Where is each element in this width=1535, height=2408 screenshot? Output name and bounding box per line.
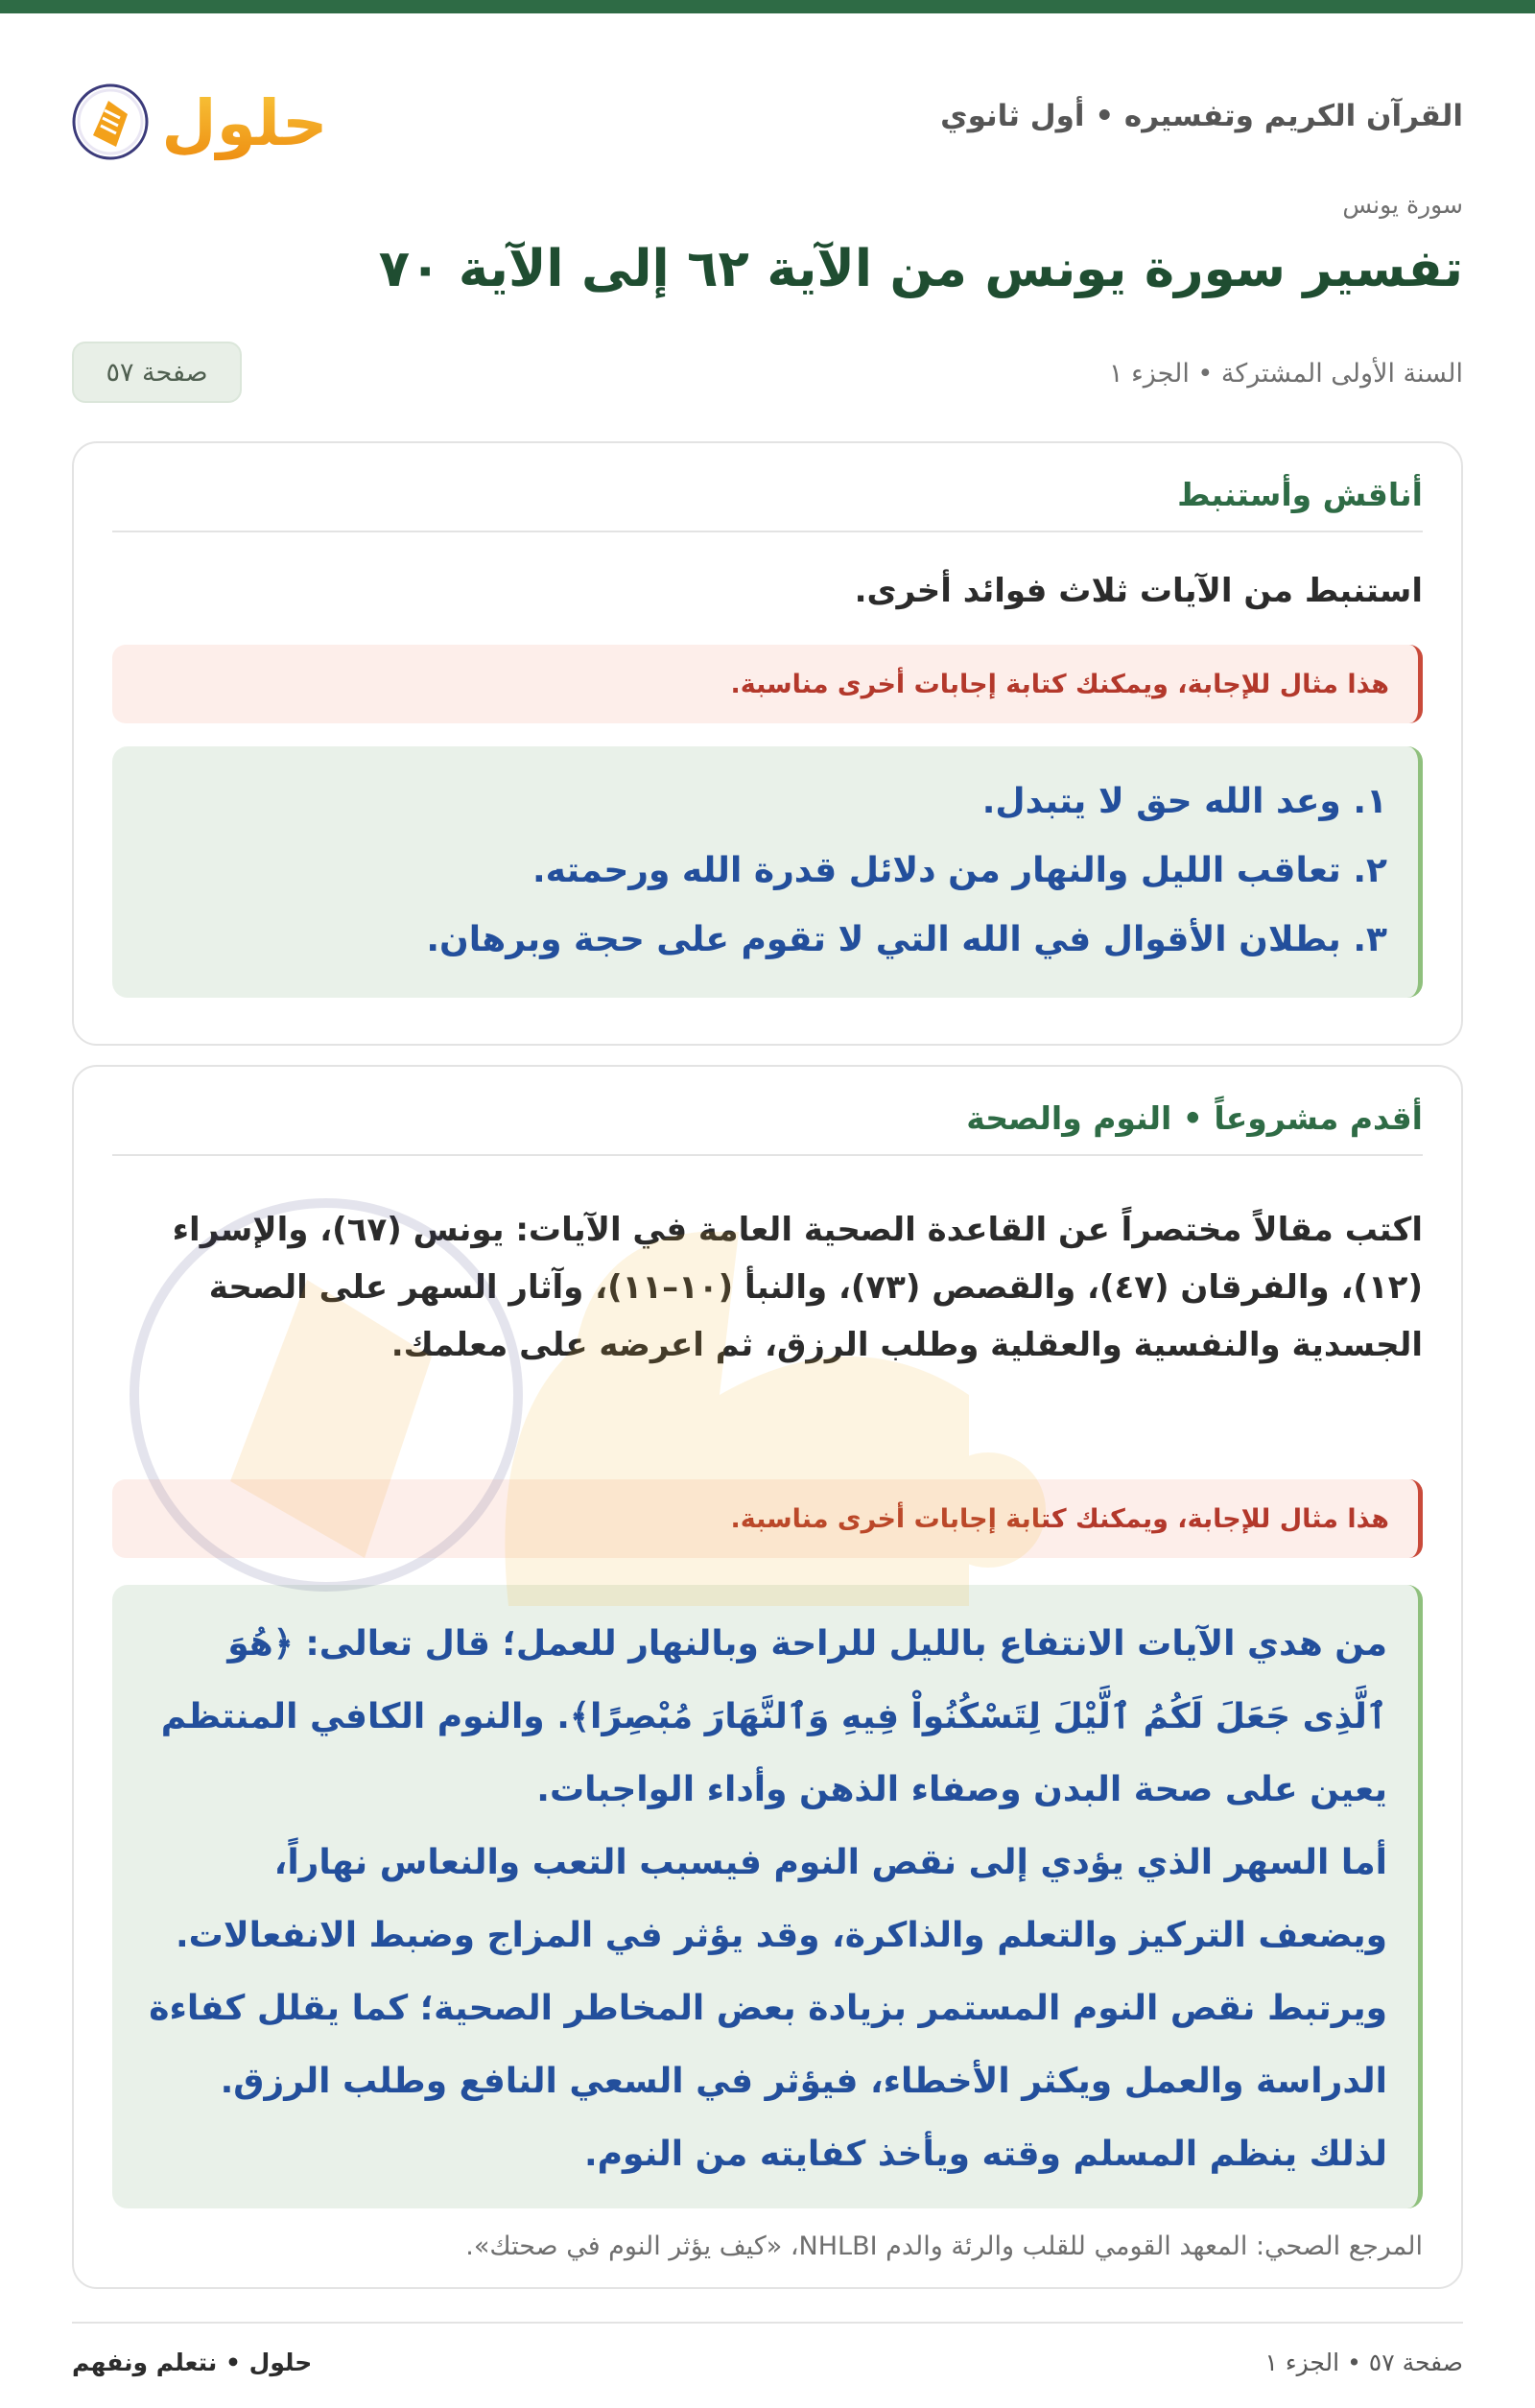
example-answer-note: هذا مثال للإجابة، ويمكنك كتابة إجابات أخرى مناسبة. xyxy=(112,1479,1423,1558)
footer-brand-tagline: حلول • نتعلم ونفهم xyxy=(72,2349,313,2376)
page-title: تفسير سورة يونس من الآية ٦٢ إلى الآية ٧٠ xyxy=(378,240,1463,298)
discuss-card xyxy=(72,441,1463,1046)
discuss-question: استنبط من الآيات ثلاث فوائد أخرى. xyxy=(854,572,1423,610)
footer-page-info: صفحة ٥٧ • الجزء ١ xyxy=(1264,2349,1463,2376)
answer-item: ٣. بطلان الأقوال في الله التي لا تقوم على حجة وبرهان. xyxy=(426,920,1387,959)
discuss-answer-box xyxy=(112,746,1423,998)
section-label: سورة يونس xyxy=(1342,191,1463,219)
logo-text: حلول xyxy=(161,86,328,160)
project-card-heading: أقدم مشروعاً • النوم والصحة xyxy=(112,1099,1423,1156)
reference-citation: المرجع الصحي: المعهد القومي للقلب والرئة والدم NHLBI، «كيف يؤثر النوم في صحتك». xyxy=(465,2231,1423,2261)
answer-item: ١. وعد الله حق لا يتبدل. xyxy=(981,782,1387,821)
project-question: اكتب مقالاً مختصراً عن القاعدة الصحية العامة في الآيات: يونس (٦٧)، والإسراء (١٢)، والفرقان (٤٧)، والقصص (٧٣)، والنبأ (١٠–١١)، وآثار السهر على الصحة الجسدية والنفسية والعقلية وطلب الرزق، ثم اعرضه على معلمك. xyxy=(172,1211,1423,1364)
answer-list xyxy=(143,767,1387,975)
page xyxy=(72,13,1463,2408)
page-number-badge: صفحة ٥٧ xyxy=(72,342,242,403)
meta-line: السنة الأولى المشتركة • الجزء ١ xyxy=(1108,359,1463,389)
course-title: القرآن الكريم وتفسيره • أول ثانوي xyxy=(940,99,1463,133)
top-accent-strip xyxy=(0,0,1535,13)
answer-item: ٢. تعاقب الليل والنهار من دلائل قدرة الله ورحمته. xyxy=(531,851,1387,890)
page-header xyxy=(72,66,1463,172)
logo-graphic xyxy=(72,66,341,172)
answer-paragraph: من هدي الآيات الانتفاع بالليل للراحة وبالنهار للعمل؛ قال تعالى: ﴿هُوَ ٱلَّذِى جَعَلَ لَكُمُ ٱلَّيْلَ لِتَسْكُنُواْ فِيهِ وَٱلنَّهَارَ مُبْصِرًا﴾. والنوم الكافي المنتظم يعين على صحة البدن وصفاء الذهن وأداء الواجبات. xyxy=(160,1624,1387,1809)
project-answer-box xyxy=(112,1585,1423,2208)
example-answer-note: هذا مثال للإجابة، ويمكنك كتابة إجابات أخرى مناسبة. xyxy=(112,645,1423,723)
answer-paragraph: أما السهر الذي يؤدي إلى نقص النوم فيسبب التعب والنعاس نهاراً، ويضعف التركيز والتعلم والذاكرة، وقد يؤثر في المزاج وضبط الانفعالات. ويرتبط نقص النوم المستمر بزيادة بعض المخاطر الصحية؛ كما يقلل كفاءة الدراسة والعمل ويكثر الأخطاء، فيؤثر في السعي النافع وطلب الرزق. لذلك ينظم المسلم وقته ويأخذ كفايته من النوم. xyxy=(149,1843,1387,2174)
project-card xyxy=(72,1065,1463,2289)
footer-divider xyxy=(72,2322,1463,2324)
brand-logo xyxy=(72,66,341,172)
discuss-card-heading: أناقش وأستنبط xyxy=(112,476,1423,532)
